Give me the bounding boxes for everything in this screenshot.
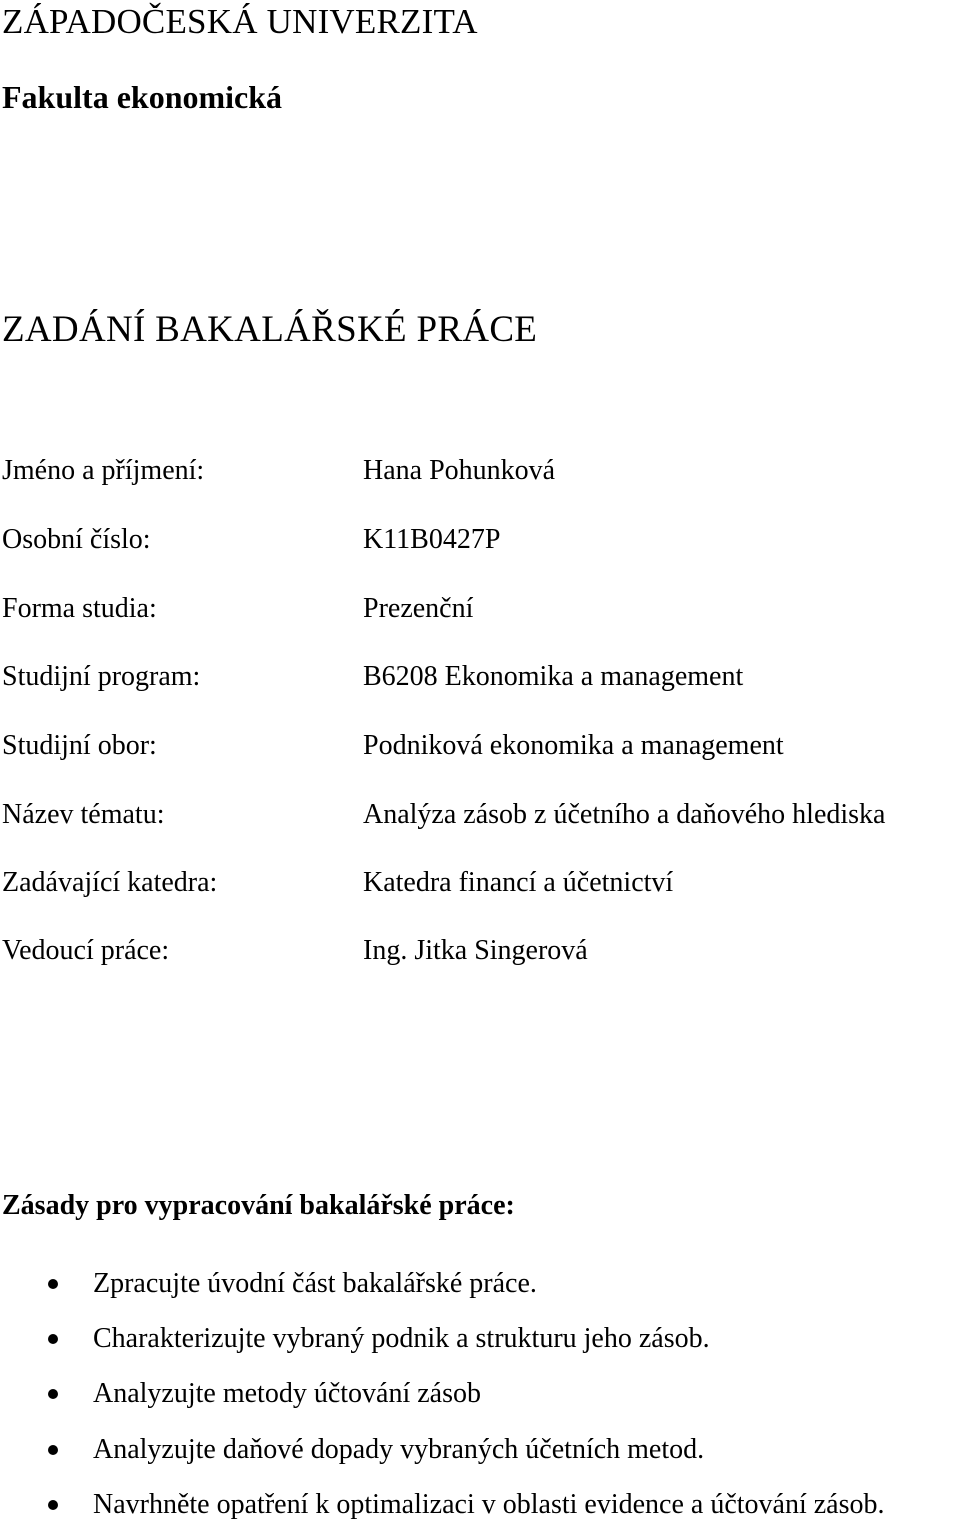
list-item [0,1319,960,1359]
list-item [0,1264,960,1304]
info-value: Analýza zásob z účetního a daňového hlediska [363,799,886,830]
info-row-study-field [0,726,960,766]
bullet-icon [48,1334,58,1344]
list-item [0,1430,960,1470]
list-item-text: Analyzujte metody účtování zásob [93,1378,481,1409]
info-value: Hana Pohunková [363,455,556,486]
info-label: Vedoucí práce: [2,935,170,966]
info-row-topic [0,795,960,835]
list-item-text: Charakterizujte vybraný podnik a strukturu jeho zásob. [93,1323,710,1354]
list-item-text: Navrhněte opatření k optimalizaci v oblasti evidence a účtování zásob. [93,1489,885,1520]
bullet-icon [48,1445,58,1455]
document-title: ZADÁNÍ BAKALÁŘSKÉ PRÁCE [2,309,538,350]
info-row-supervisor [0,931,960,971]
info-value: B6208 Ekonomika a management [363,661,744,692]
info-label: Forma studia: [2,593,157,624]
info-label: Zadávající katedra: [2,867,218,898]
info-label: Název tématu: [2,799,165,830]
list-item [0,1485,960,1525]
info-row-personal-number [0,520,960,560]
info-value: Podniková ekonomika a management [363,730,784,761]
bullet-icon [48,1389,58,1399]
list-item-text: Zpracujte úvodní část bakalářské práce. [93,1268,537,1299]
info-row-name [0,451,960,491]
info-row-study-form [0,589,960,629]
bullet-icon [48,1279,58,1289]
info-value: K11B0427P [363,524,501,555]
list-item-text: Analyzujte daňové dopady vybraných účetních metod. [93,1434,705,1465]
info-row-department [0,863,960,903]
info-label: Osobní číslo: [2,524,151,555]
info-label: Jméno a příjmení: [2,455,205,486]
info-value: Katedra financí a účetnictví [363,867,674,898]
info-label: Studijní obor: [2,730,157,761]
bullet-icon [48,1500,58,1510]
principles-heading: Zásady pro vypracování bakalářské práce: [2,1190,515,1221]
info-value: Ing. Jitka Singerová [363,935,588,966]
info-value: Prezenční [363,593,474,624]
list-item [0,1374,960,1414]
university-name: ZÁPADOČESKÁ UNIVERZITA [2,2,478,41]
info-row-study-program [0,657,960,697]
faculty-name: Fakulta ekonomická [2,79,283,115]
info-label: Studijní program: [2,661,201,692]
